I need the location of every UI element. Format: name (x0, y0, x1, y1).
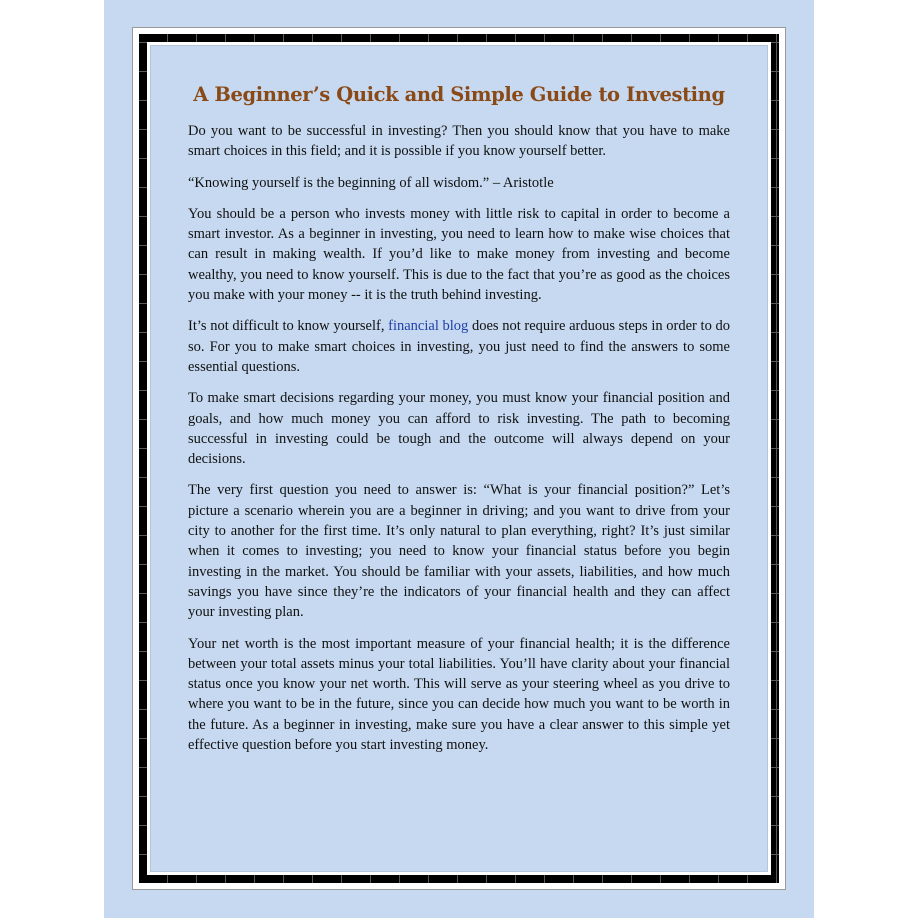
paragraph-know-yourself-start: It’s not difficult to know yourself, (188, 318, 389, 335)
paragraph-smart-decisions: To make smart decisions regarding your money, you must know your financial position and goals, and how much money you can afford to risk investing. The path to becoming successful in investing could be tough and the outcome will always depend on your decisions. (188, 390, 730, 468)
paragraph-know-yourself-end: does not require arduous steps in order to do so. For you to make smart choices in investing, you just need to find the answers to some essential questions. (188, 318, 730, 375)
article-title: A Beginner’s Quick and Simple Guide to Investing (193, 83, 725, 106)
document-page (104, 0, 814, 918)
article-body (188, 82, 730, 766)
paragraph-know-yourself (188, 316, 730, 377)
paragraph-smart-investor: You should be a person who invests money with little risk to capital in order to become a smart investor. As a beginner in investing, you need to learn how to make wise choices that can result in making wealth. If you’d like to make money from investing and become wealthy, you need to know yourself. This is due to the fact that you’re as good as the choices you make with your money -- it is the truth behind investing. (188, 205, 730, 304)
financial-blog-link[interactable]: financial blog (388, 318, 469, 335)
paragraph-net-worth: Your net worth is the most important measure of your financial health; it is the difference between your total assets minus your total liabilities. You’ll have clarity about your financial status once you know your net worth. This will serve as your steering wheel as you drive to where you want to be in the future, since you can decide how much you want to be worth in the future. As a beginner in investing, make sure you have a clear answer to this simple yet effective question before you start investing money. (188, 635, 730, 754)
paragraph-intro: Do you want to be successful in investing? Then you should know that you have to make smart choices in this field; and it is possible if you know yourself better. (188, 123, 730, 160)
paragraph-financial-position: The very first question you need to answer is: “What is your financial position?” Let’s picture a scenario wherein you are a beginner in driving; and you want to drive from your city to another for the first time. It’s only natural to plan everything, right? It’s just similar when it comes to investing; you need to know your financial status before you begin investing in the market. You should be familiar with your assets, liabilities, and how much savings you have since they’re the indicators of your financial health and they can affect your investing plan. (188, 482, 730, 621)
paragraph-quote: “Knowing yourself is the beginning of all wisdom.” – Aristotle (188, 174, 554, 191)
